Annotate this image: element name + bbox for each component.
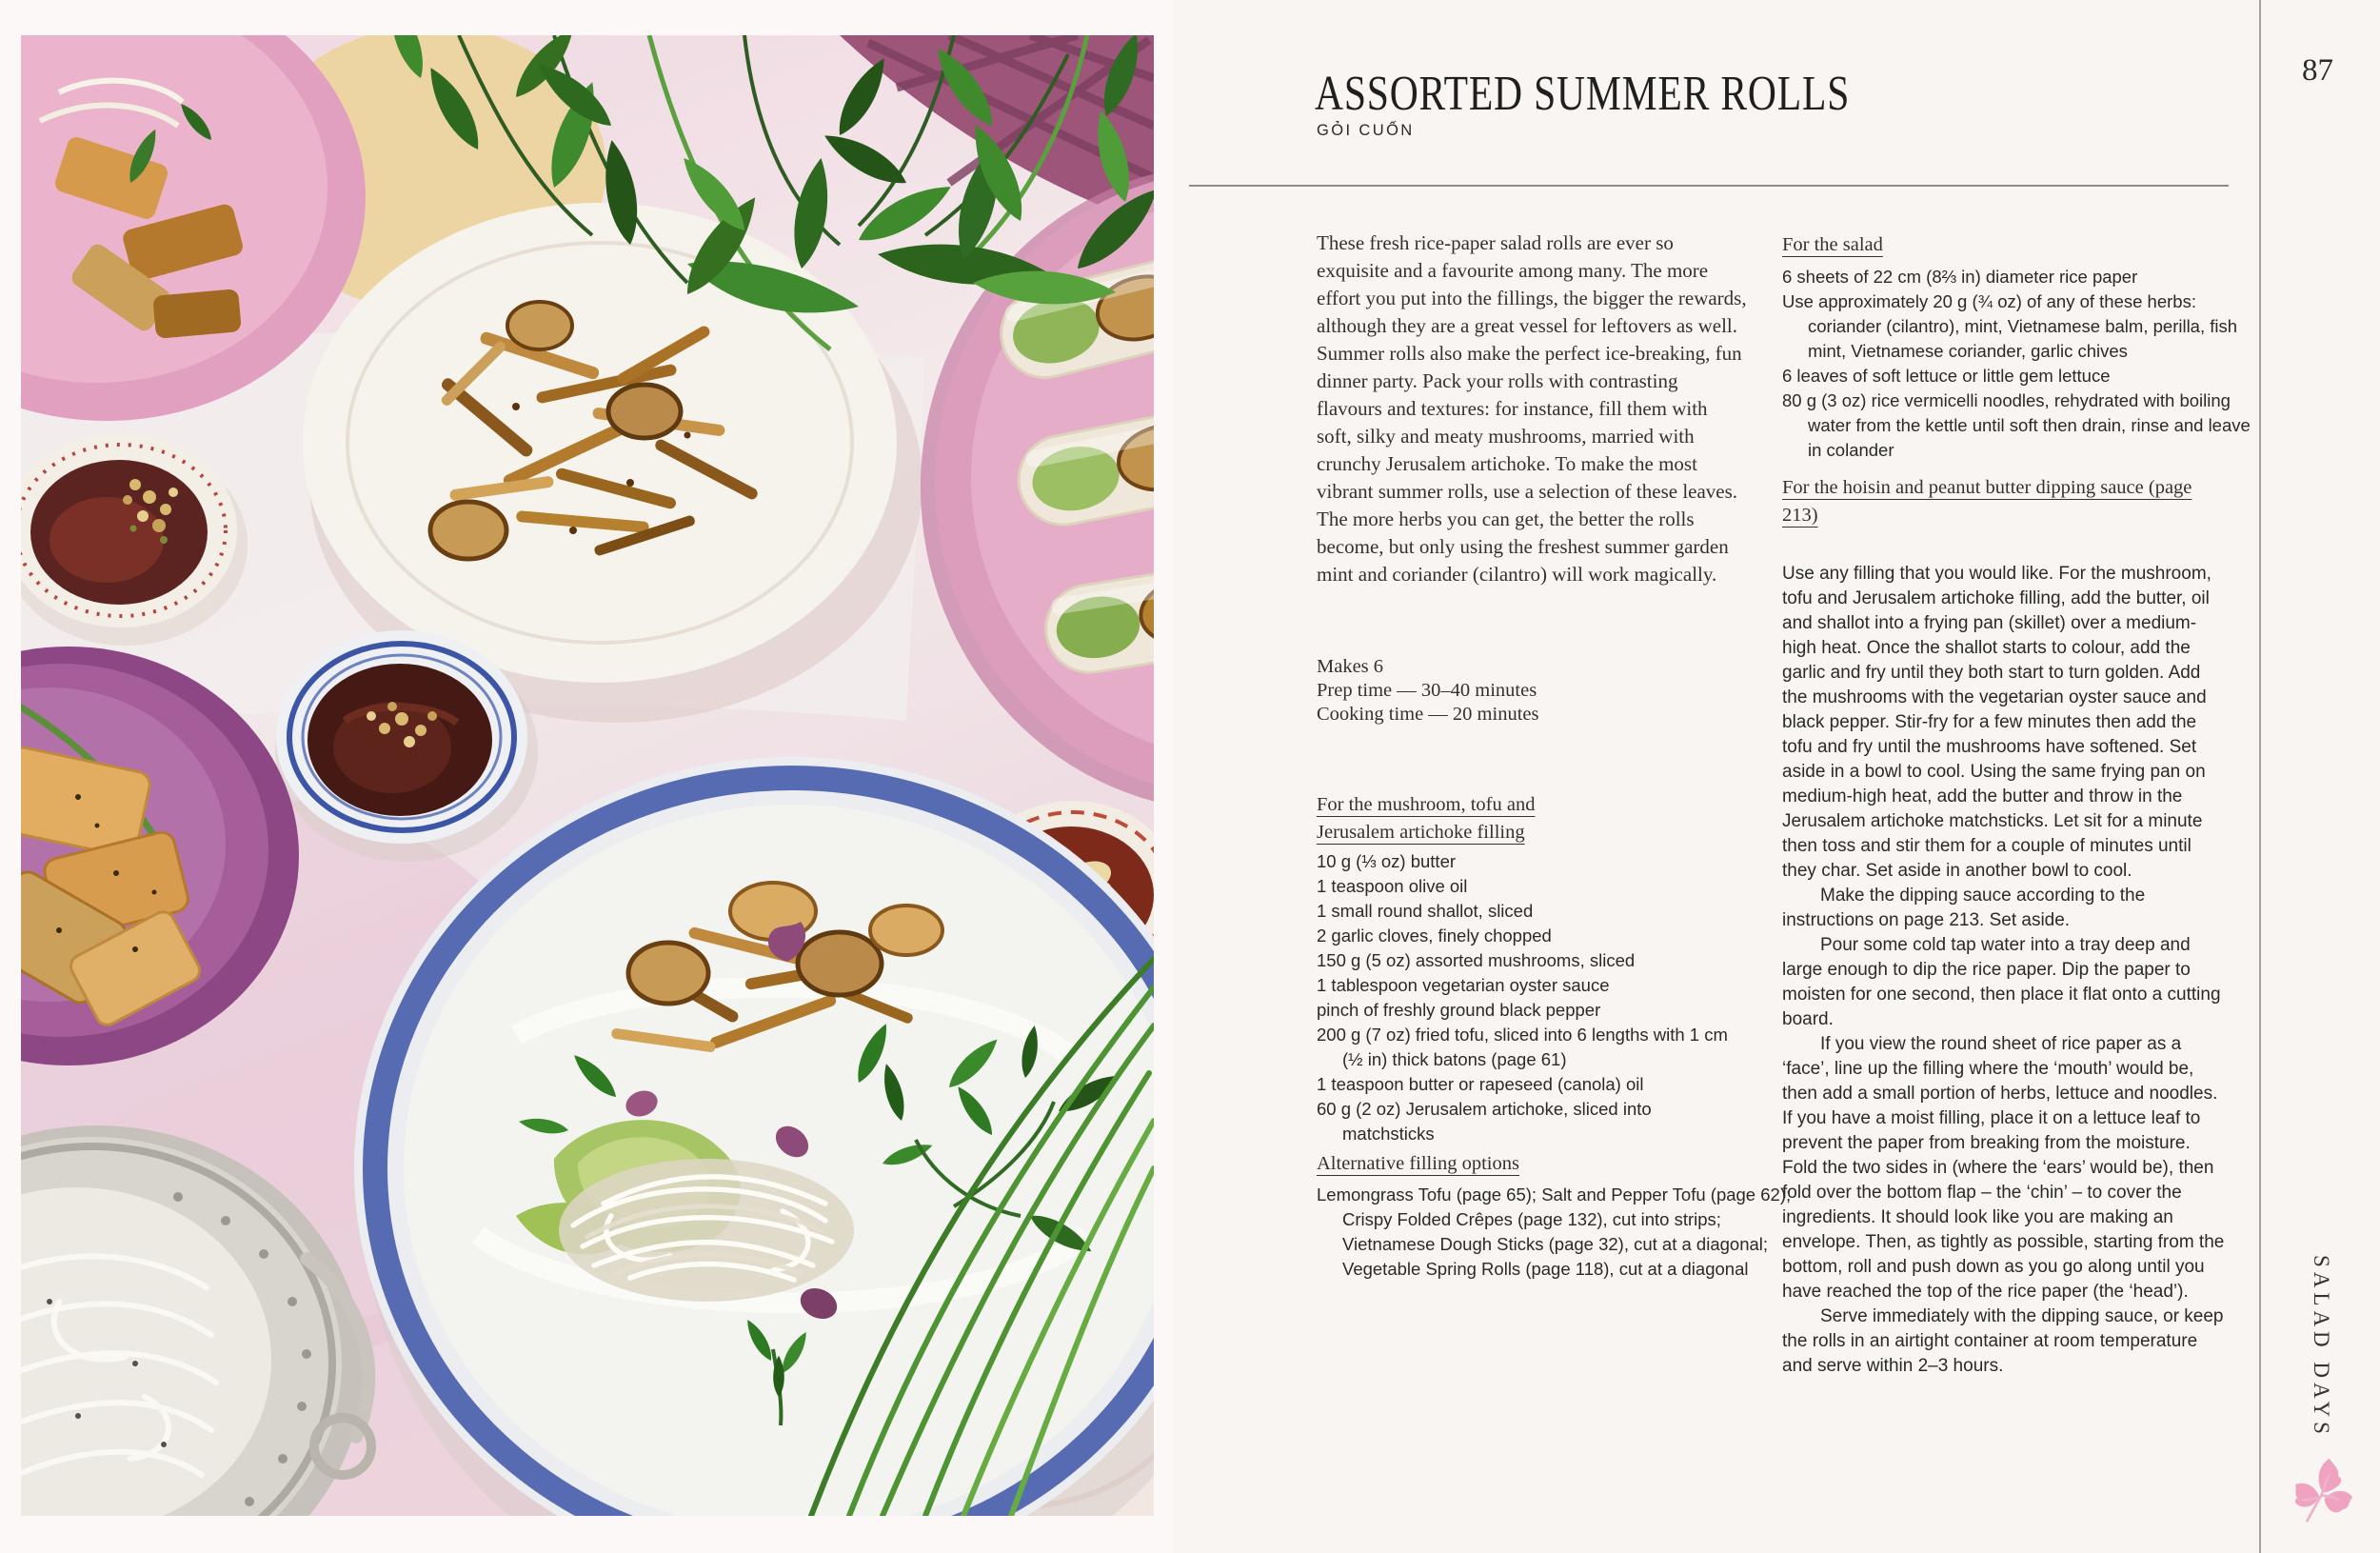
yield-block [1317, 655, 1538, 727]
ingredient: 2 garlic cloves, finely chopped [1317, 926, 1552, 946]
page-number: 87 [2302, 53, 2333, 88]
page-edge-line [2259, 0, 2261, 1553]
salad-ingredients [1782, 265, 2263, 463]
filling-heading: For the mushroom, tofu and Jerusalem artichoke filling [1317, 794, 1536, 843]
ingredient: 10 g (⅓ oz) butter [1317, 851, 1457, 871]
ingredient: pinch of freshly ground black pepper [1317, 1000, 1601, 1020]
method-paragraph: Make the dipping sauce according to the instructions on page 213. Set aside. [1782, 886, 2146, 930]
sauce-heading: For the hoisin and peanut butter dipping sauce (page 213) [1782, 477, 2192, 526]
yield: Makes 6 [1317, 656, 1384, 677]
ingredient: 1 teaspoon olive oil [1317, 876, 1468, 896]
ingredient: Use approximately 20 g (¾ oz) of any of these herbs: coriander (cilantro), mint, Vietnamese balm, perilla, fish mint, Vietnamese coriander, garlic chives [1782, 291, 2238, 361]
ingredient: 1 teaspoon butter or rapeseed (canola) oil [1317, 1074, 1644, 1094]
ingredient: 80 g (3 oz) rice vermicelli noodles, rehydrated with boiling water from the kettle until soft then drain, rinse and leave in colander [1782, 390, 2251, 460]
recipe-intro: These fresh rice-paper salad rolls are ever so exquisite and a favourite among many. The more effort you put into the fillings, the bigger the rewards, although they are a great vessel for leftovers as well. Summer rolls also make the perfect ice-breaking, fun dinner party. Pack your rolls with contrasting flavours and textures: for instance, fill them with soft, silky and meaty mushrooms, married with crunchy Jerusalem artichoke. To make the most vibrant summer rolls, use a selection of these leaves. The more herbs you can get, the better the rolls become, but only using the freshest summer garden mint and coriander (cilantro) will work magically. [1317, 231, 1747, 586]
ingredient: 150 g (5 oz) assorted mushrooms, sliced [1317, 950, 1636, 970]
title-divider [1189, 185, 2229, 187]
alternative-options: Lemongrass Tofu (page 65); Salt and Pepper Tofu (page 62); Crispy Folded Crêpes (page 132), cut into strips; Vietnamese Dough Sticks (page 32), cut at a diagonal; Vegetable Spring Rolls (page 118), cut at a diagonal [1317, 1185, 1792, 1279]
method-paragraph: Use any filling that you would like. For the mushroom, tofu and Jerusalem artichoke filling, add the butter, oil and shallot into a frying pan (skillet) over a medium-high heat. Once the shallot starts to colour, add the garlic and fry until they both start to turn golden. Add the mushrooms with the vegetarian oyster sauce and black pepper. Stir-fry for a few minutes then add the tofu and fry until the mushrooms have softened. Set aside in a bowl to cool. Using the same frying pan on medium-high heat, add the butter and throw in the Jerusalem artichoke matchsticks. Let sit for a minute then toss and stir them for a couple of minutes until they char. Set aside in another bowl to cool. [1782, 564, 2211, 881]
cook-time: Cooking time — 20 minutes [1317, 704, 1539, 725]
ingredient: 1 tablespoon vegetarian oyster sauce [1317, 975, 1610, 995]
method-paragraph: If you view the round sheet of rice paper as a ‘face’, line up the filling where the ‘mouth’ would be, then add a small portion of herbs, lettuce and noodles. If you have a moist filling, place it on a lettuce leaf to prevent the paper from breaking from the moisture. Fold the two sides in (where the ‘ears’ would be), then fold over the bottom flap – the ‘chin’ – to cover the ingredients. It should look like you are making an envelope. Then, as tightly as possible, starting from the bottom, roll and push down as you go along until you have reached the top of the rice paper (the ‘head’). [1782, 1034, 2225, 1302]
page-title: ASSORTED SUMMER ROLLS [1315, 66, 1851, 121]
alternative-heading: Alternative filling options [1317, 1153, 1519, 1174]
recipe-page [1173, 0, 2380, 1553]
ingredient: 6 leaves of soft lettuce or little gem lettuce [1782, 366, 2111, 386]
salad-heading: For the salad [1782, 234, 1883, 255]
section-label: SALAD DAYS [2310, 1255, 2333, 1439]
method-paragraph: Serve immediately with the dipping sauce, or keep the rolls in an airtight container at room temperature and serve within 2–3 hours. [1782, 1306, 2224, 1376]
recipe-photo [21, 35, 1154, 1516]
filling-ingredients [1317, 849, 1728, 1146]
coriander-leaf-logo [2285, 1451, 2359, 1525]
left-page [0, 0, 1173, 1553]
vermicelli-noodles [559, 1159, 854, 1302]
recipe-subtitle-vietnamese: GỎI CUỐN [1317, 122, 1415, 139]
method-paragraph: Pour some cold tap water into a tray deep and large enough to dip the rice paper. Dip the paper to moisten for one second, then place it flat onto a cutting board. [1782, 935, 2221, 1029]
ingredient: 200 g (7 oz) fried tofu, sliced into 6 lengths with 1 cm (½ in) thick batons (page 61) [1317, 1025, 1728, 1069]
method [1782, 562, 2226, 1379]
ingredient: 1 small round shallot, sliced [1317, 901, 1534, 921]
ingredient: 60 g (2 oz) Jerusalem artichoke, sliced into matchsticks [1317, 1099, 1652, 1144]
ingredient: 6 sheets of 22 cm (8⅔ in) diameter rice paper [1782, 267, 2138, 287]
prep-time: Prep time — 30–40 minutes [1317, 680, 1537, 701]
